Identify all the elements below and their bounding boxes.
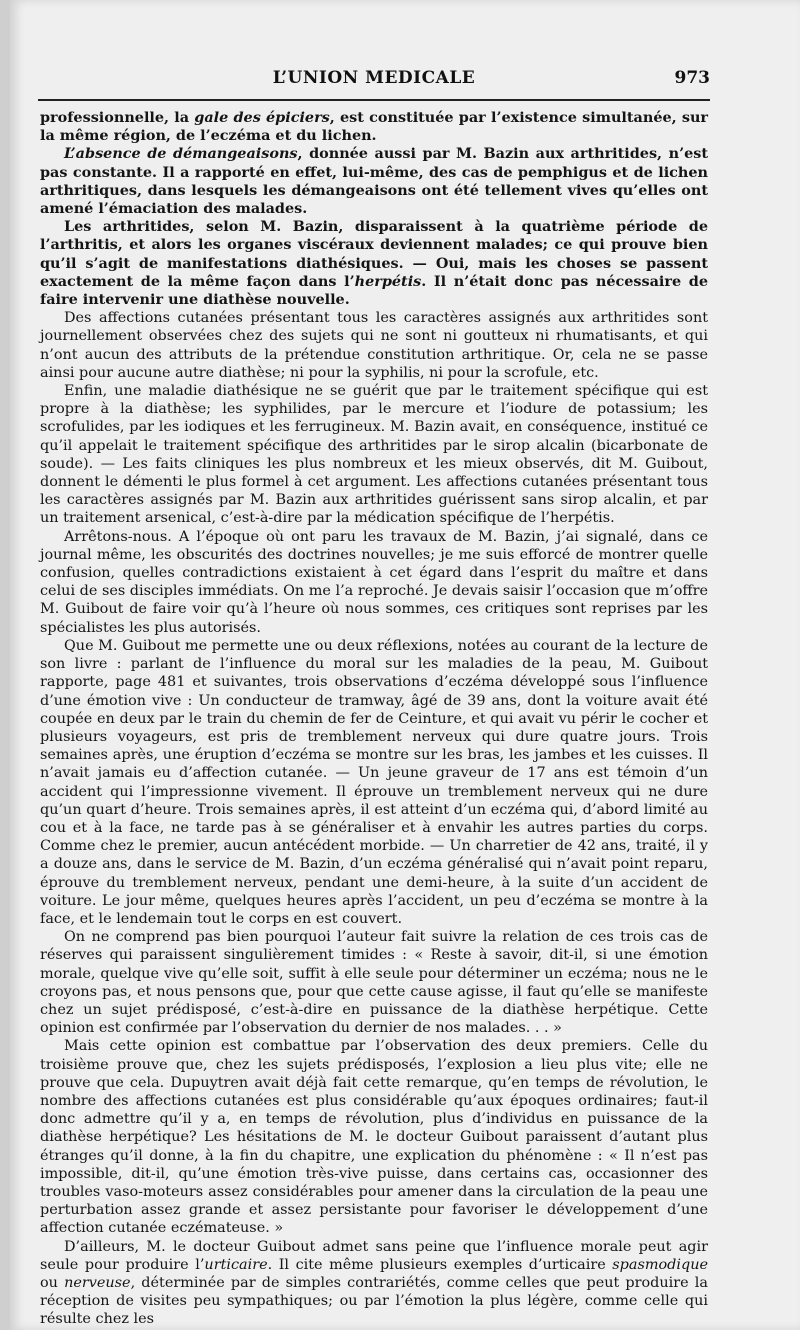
text-run: professionnelle, la [40,109,195,126]
text-run: , est constituée par l’existence simultanée, sur la même région, de l’eczéma et du lichen. [40,109,708,145]
italic-run: L’absence de démangeaisons [64,145,298,163]
paragraph [40,1238,708,1329]
paragraph [40,145,708,218]
paragraph [40,309,708,382]
italic-run: herpétis [354,272,422,290]
text-run: Enfin, une maladie diathésique ne se guérit que par le traitement spécifique qui est propre à la diathèse; les syphilides, par le mercure et l’iodure de potassium; les scrofulides, par les iodiques et les ferrugineux. M. Bazin avait, en conséquence, institué ce qu’il appelait le traitement spécifique des arthritides par le sirop alcalin (bicarbonate de soude). — Les faits cliniques les plus nombreux et les mieux observés, dit M. Guibout, donnent le démenti le plus formel à cet argument. Les affections cutanées présentant tous les caractères assignés par M. Bazin aux arthritides guérissent sans sirop alcalin, et par un traitement arsenical, c’est-à-dire par la médication spécifique de l’herpétis. [40,383,708,527]
text-run: Des affections cutanées présentant tous les caractères assignés aux arthritides sont journellement observées chez des sujets qui ne sont ni goutteux ni rhumatisants, et qui n’ont aucun des attributs de la prétendue constitution arthritique. Or, cela ne se passe ainsi pour aucune autre diathèse; ni pour la syphilis, ni pour la scrofule, etc. [40,310,708,381]
article-body [40,109,708,1329]
italic-run: urticaire [204,1256,268,1273]
italic-run: gale des épiciers [194,109,330,126]
running-title: L’UNION MEDICALE [272,68,476,88]
italic-run: nerveuse [64,1275,131,1291]
text-run: Que M. Guibout me permette une ou deux réflexions, notées au courant de la lecture de son livre : parlant de l’influence du moral sur les maladies de la peau, M. Guibout rapporte, page 481 et suivantes, trois observations d’eczéma développé sous l’influence d’une émotion vive : Un conducteur de tramway, âgé de 39 ans, dont la voiture avait été coupée en deux par le train du chemin de fer de Ceinture, et qui avait vu périr le cocher et plusieurs voyageurs, est pris de tremblement nerveux qui dure quatre jours. Trois semaines après, une éruption d’eczéma se montre sur les bras, les jambes et les cuisses. Il n’avait jamais eu d’affection cutanée. — Un jeune graveur de 17 ans est témoin d’un accident qui l’impressionne vivement. Il éprouve un tremblement nerveux qui ne dure qu’un quart d’heure. Trois semaines après, il est atteint d’un eczéma qui, d’abord limité au cou et à la face, ne tarde pas à se généraliser et à envahir les autres parties du corps. Comme chez le premier, aucun antécédent morbide. — Un charretier de 42 ans, traité, il y a douze ans, dans le service de M. Bazin, d’un eczéma généralisé qui n’avait point reparu, éprouve du tremblement nerveux, pendant une demi-heure, à la suite d’un accident de voiture. Le jour même, quelques heures après l’accident, un peu d’eczéma se montre à la face, et le lendemain tout le corps en est couvert. [40,637,708,927]
text-run: Les arthritides, selon M. Bazin, disparaissent à la quatrième période de l’arthritis, et alors les organes viscéraux deviennent malades; ce qui prouve bien qu’il s’agit de manifestations diathésiques. — Oui, mais les choses se passent exactement de la même façon dans l’ [40,218,708,290]
scanned-page [10,0,800,1330]
paragraph [40,218,708,309]
paragraph [40,1037,708,1237]
text-run: . Il n’était donc pas nécessaire de faire intervenir une diathèse nouvelle. [40,272,709,309]
italic-run: spasmodique [612,1256,708,1273]
text-run: Arrêtons-nous. A l’époque où ont paru les travaux de M. Bazin, j’ai signalé, dans ce journal même, les obscurités des doctrines nouvelles; je me suis efforcé de montrer quelle confusion, quelles contradictions existaient à cet égard dans l’esprit du maître et dans celui de ses disciples immédiats. On me l’a reproché. Je devais saisir l’occasion que m’offre M. Guibout de faire voir qu’à l’heure où nous sommes, ces critiques sont reprises par les spécialistes les plus autorisés. [40,528,708,636]
paragraph [40,109,708,145]
text-run: Mais cette opinion est combattue par l’observation des deux premiers. Celle du troisième prouve que, chez les sujets prédisposés, l’explosion a lieu plus vite; elle ne prouve que cela. Dupuytren avait déjà fait cette remarque, qu’en temps de révolution, le nombre des affections cutanées est plus considérable qu’aux époques ordinaires; faut-il donc admettre qu’il y a, en temps de révolution, plus d’individus en puissance de la diathèse herpétique? Les hésitations de M. le docteur Guibout paraissent d’autant plus étranges qu’il donne, à la fin du chapitre, une explication du phénomène : « Il n’est pas impossible, dit-il, qu’une émotion très-vive puisse, dans certains cas, occasionner des troubles vaso-moteurs assez considérables pour amener dans la circulation de la peau une perturbation assez grande et assez persistante pour favoriser le développement d’une affection cutanée eczémateuse. » [40,1038,708,1237]
paragraph [40,637,708,928]
text-run: , donnée aussi par M. Bazin aux arthritides, n’est pas constante. Il a rapporté en effet, lui-même, des cas de pemphigus et de lichen arthritiques, dans lesquels les démangeaisons ont été tellement vives qu’elles ont amené l’émaciation des malades. [40,145,708,218]
header-rule [38,99,710,101]
page-number: 973 [674,68,710,88]
page-header [38,68,710,92]
text-run: , déterminée par de simples contrariétés, comme celles que peut produire la réception de visites peu sympathiques; ou par l’émotion la plus légère, comme celle qui résulte chez les [40,1275,708,1328]
paragraph [40,382,708,528]
text-run: ou [40,1275,65,1291]
text-run: On ne comprend pas bien pourquoi l’auteur fait suivre la relation de ces trois cas de réserves qui paraissent singulièrement timides : « Reste à savoir, dit-il, si une émotion morale, quelque vive qu’elle soit, suffit à elle seule pour déterminer un eczéma; nous ne le croyons pas, et nous pensons que, pour que cette cause agisse, il faut qu’elle se manifeste chez un sujet prédisposé, c’est-à-dire en puissance de la diathèse herpétique. Cette opinion est confirmée par l’observation du dernier de nos malades. . . » [40,929,708,1037]
paragraph [40,528,708,637]
paragraph [40,928,708,1037]
text-run: . Il cite même plusieurs exemples d’urticaire [267,1256,613,1273]
text-run: D’ailleurs, M. le docteur Guibout admet sans peine que l’influence morale peut agir seule pour produire l’ [40,1238,708,1273]
